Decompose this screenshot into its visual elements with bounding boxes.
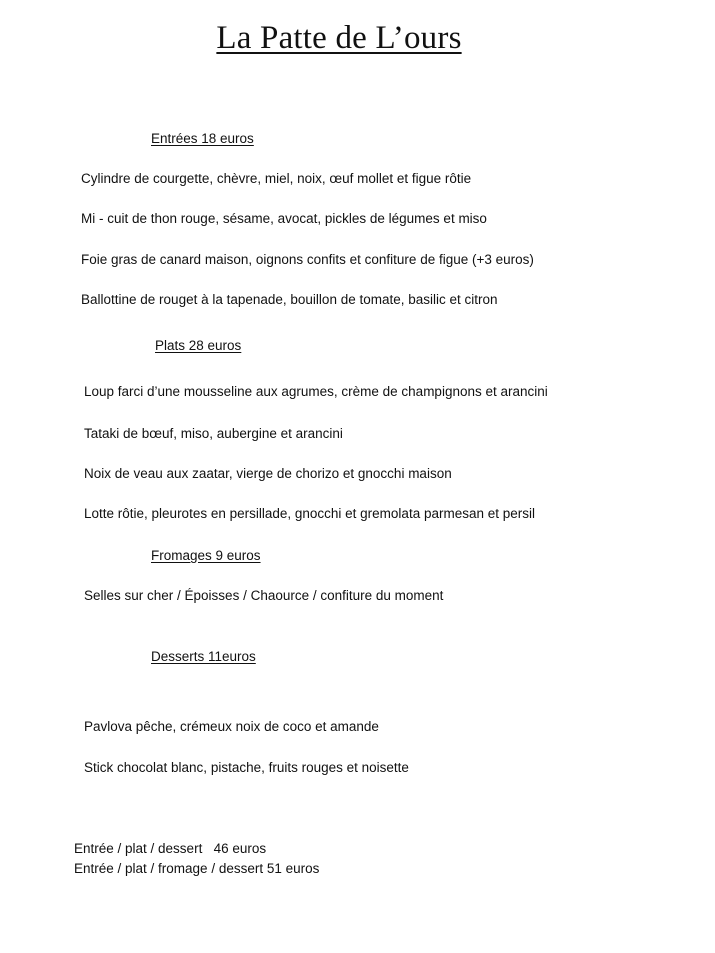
section-heading-fromages: Fromages 9 euros (151, 548, 261, 563)
formula-line: Entrée / plat / fromage / dessert 51 euros (74, 861, 320, 876)
section-heading-entrees: Entrées 18 euros (151, 131, 254, 146)
menu-item: Tataki de bœuf, miso, aubergine et arancini (84, 426, 343, 441)
menu-item: Cylindre de courgette, chèvre, miel, noix, œuf mollet et figue rôtie (81, 171, 472, 186)
menu-item: Pavlova pêche, crémeux noix de coco et amande (84, 719, 379, 734)
menu-item: Selles sur cher / Époisses / Chaource / confiture du moment (84, 588, 444, 603)
menu-item: Lotte rôtie, pleurotes en persillade, gnocchi et gremolata parmesan et persil (84, 506, 536, 521)
restaurant-title: La Patte de L’ours (216, 20, 462, 56)
menu-item: Loup farci d’une mousseline aux agrumes, crème de champignons et arancini (84, 384, 548, 399)
menu-item: Foie gras de canard maison, oignons confits et confiture de figue (+3 euros) (81, 252, 534, 267)
formula-line: Entrée / plat / dessert 46 euros (74, 841, 267, 856)
menu-item: Ballottine de rouget à la tapenade, bouillon de tomate, basilic et citron (81, 292, 498, 307)
menu-item: Mi - cuit de thon rouge, sésame, avocat, pickles de légumes et miso (81, 211, 487, 226)
menu-item: Stick chocolat blanc, pistache, fruits rouges et noisette (84, 760, 409, 775)
section-heading-desserts: Desserts 11euros (151, 649, 256, 664)
section-heading-plats: Plats 28 euros (155, 338, 242, 353)
menu-item: Noix de veau aux zaatar, vierge de chorizo et gnocchi maison (84, 466, 452, 481)
